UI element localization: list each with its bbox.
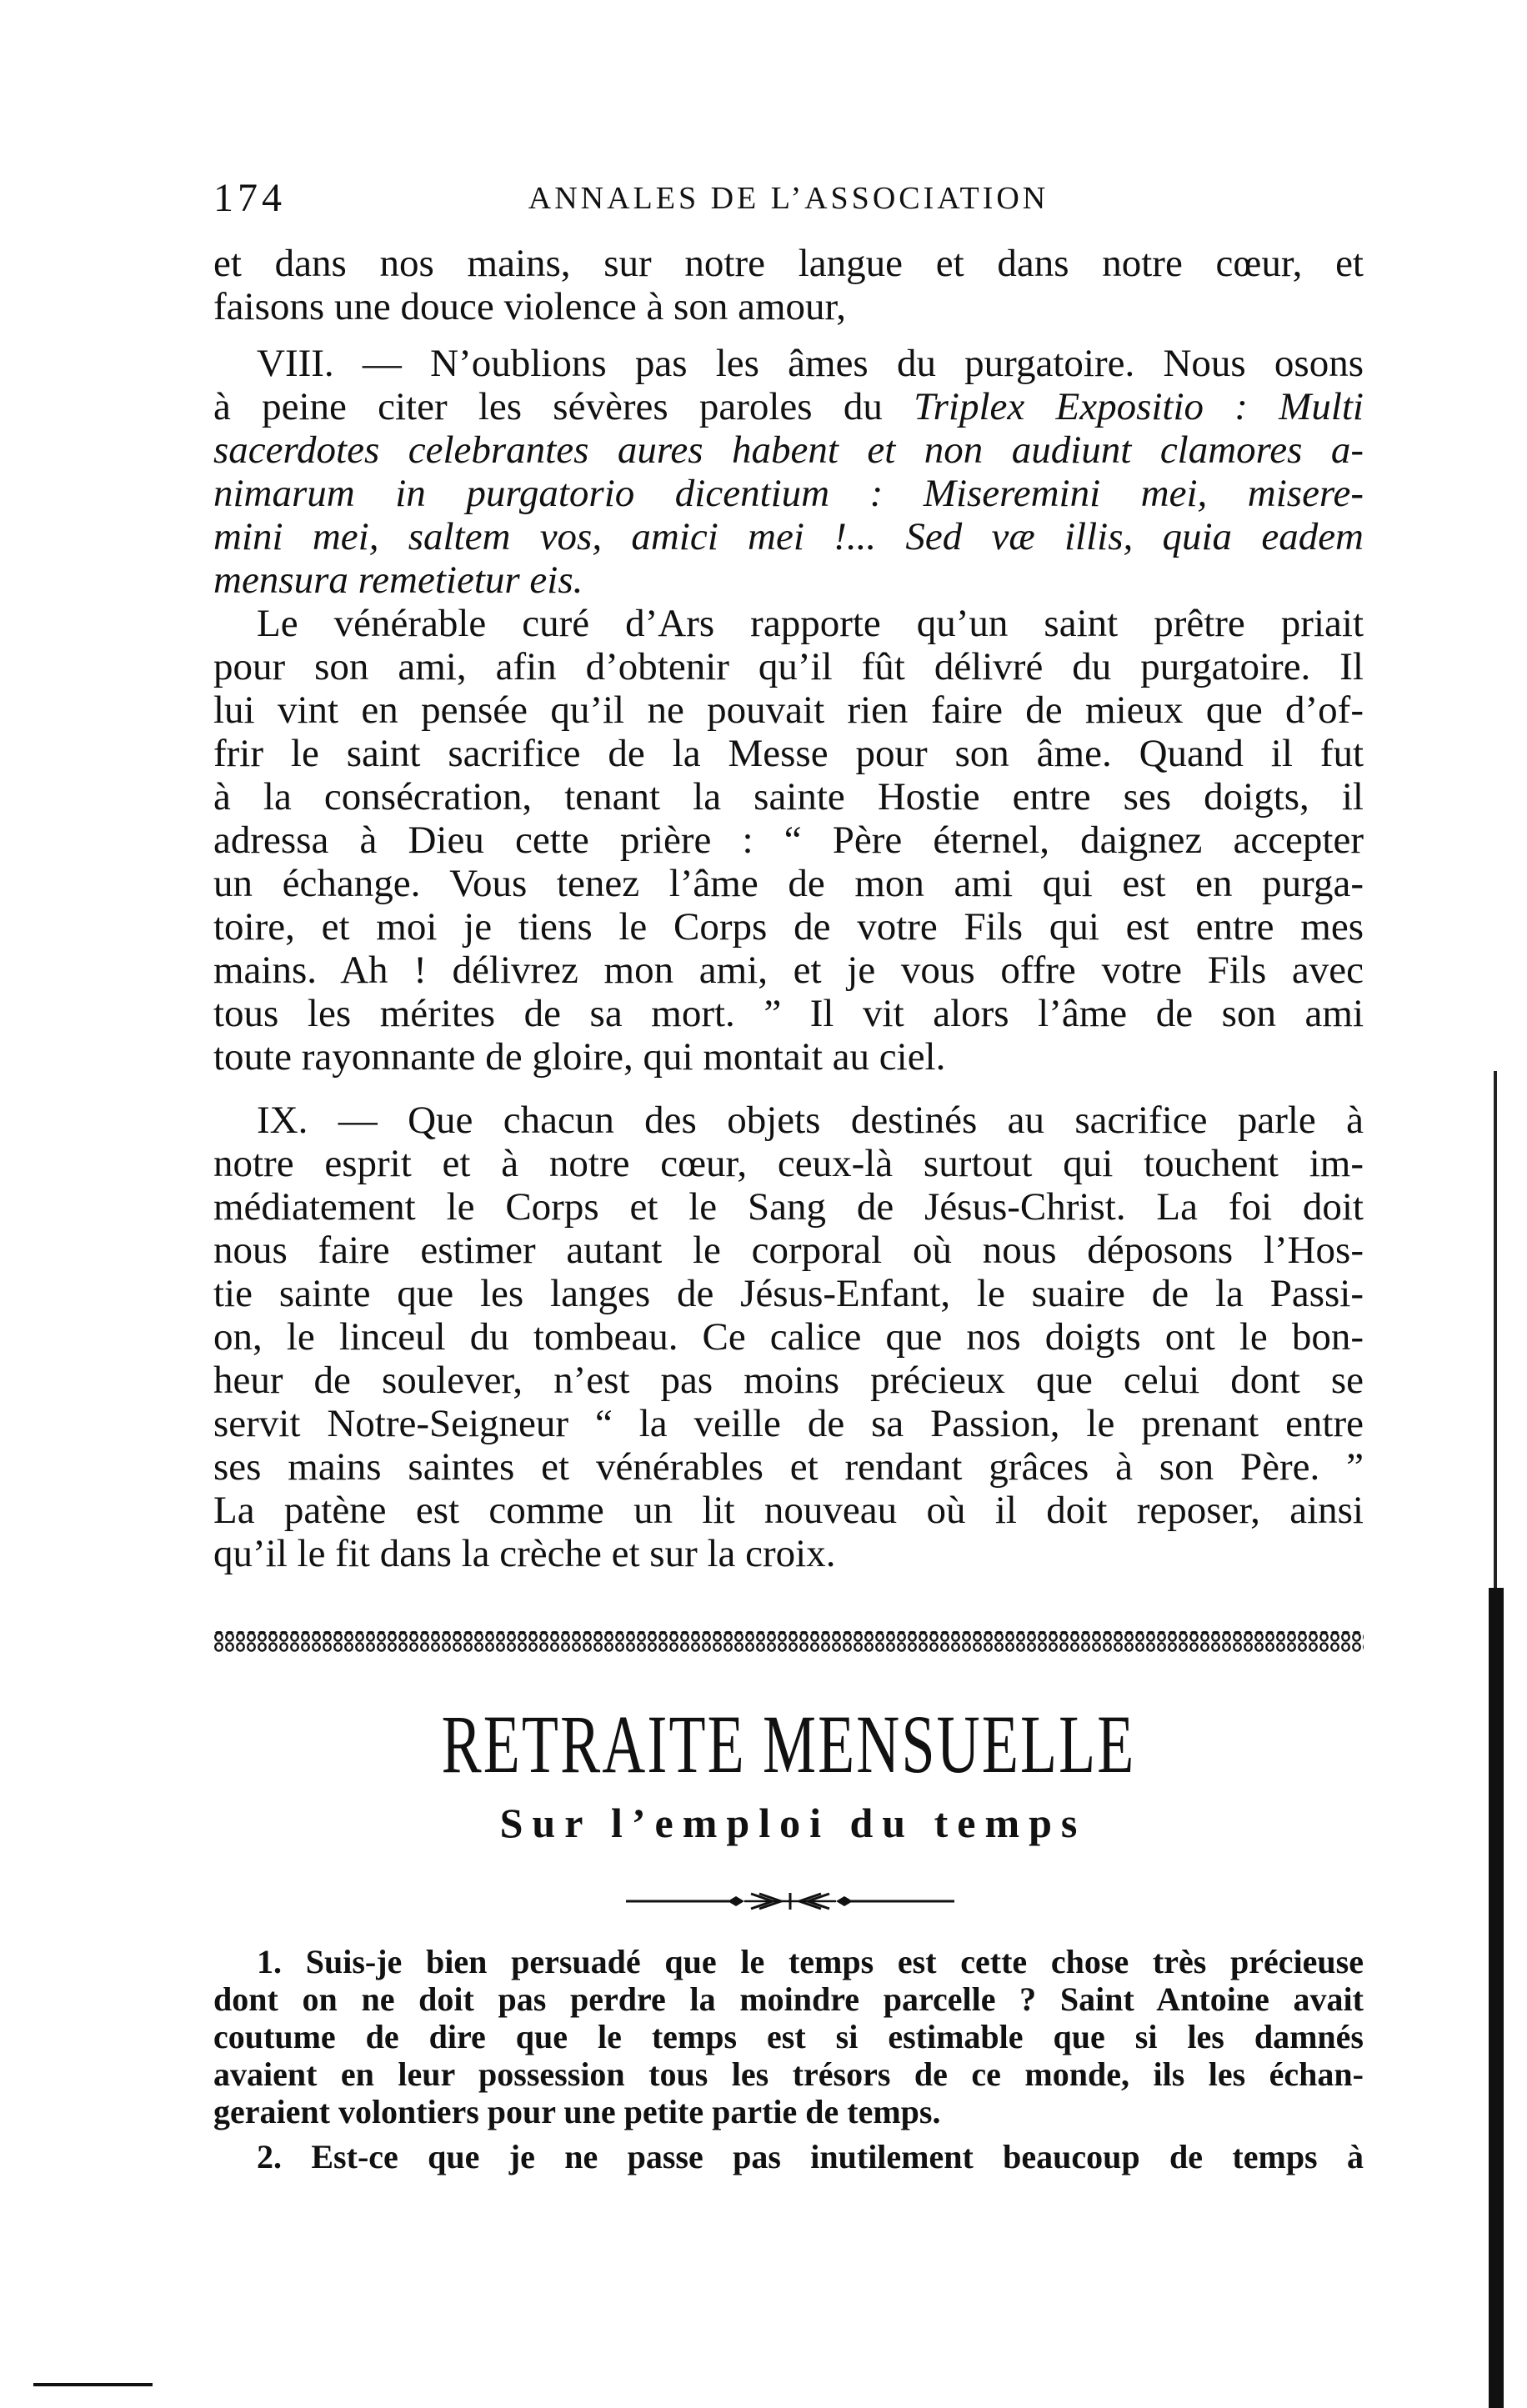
body-line: tous les mérites de sa mort. ” Il vit alors l’âme de son ami <box>213 992 1364 1035</box>
body-line: toute rayonnante de gloire, qui montait au ciel. <box>213 1035 946 1079</box>
body-line <box>213 385 1364 428</box>
meditation-points <box>213 1943 1364 2175</box>
meditation-line: avaient en leur possession tous les trésors de ce monde, ils les échan- <box>213 2055 1364 2093</box>
running-title: ANNALES DE L’ASSOCIATION <box>528 181 1049 216</box>
body-line: heur de soulever, n’est pas moins précieux que celui dont se <box>213 1359 1364 1402</box>
body-line: nimarum in purgatorio dicentium : Miseremini mei, misere- <box>213 472 1364 515</box>
body-line: mains. Ah ! délivrez mon ami, et je vous offre votre Fils avec <box>213 949 1364 992</box>
body-line: sacerdotes celebrantes aures habent et non audiunt clamores a- <box>213 428 1364 472</box>
body-line: servit Notre-Seigneur “ la veille de sa Passion, le prenant entre <box>213 1402 1364 1445</box>
body-line: et dans nos mains, sur notre langue et dans notre cœur, et <box>213 242 1364 285</box>
body-line: à la consécration, tenant la sainte Hostie entre ses doigts, il <box>213 775 1364 819</box>
body-line: toire, et moi je tiens le Corps de votre Fils qui est entre mes <box>213 905 1364 949</box>
page-number: 174 <box>213 176 286 220</box>
body-line: nous faire estimer autant le corporal où nous déposons l’Hos- <box>213 1229 1364 1272</box>
body-line: lui vint en pensée qu’il ne pouvait rien faire de mieux que d’of- <box>213 688 1364 732</box>
body-line: La patène est comme un lit nouveau où il doit reposer, ainsi <box>213 1489 1364 1532</box>
ornamental-rule <box>213 1631 1364 1653</box>
scan-edge-bar <box>1494 1071 1497 1588</box>
body-line: mini mei, saltem vos, amici mei !... Sed væ illis, quia eadem <box>213 515 1364 558</box>
body-line: médiatement le Corps et le Sang de Jésus-Christ. La foi doit <box>213 1185 1364 1229</box>
body-line: ses mains saintes et vénérables et rendant grâces à son Père. ” <box>213 1445 1364 1489</box>
body-line: notre esprit et à notre cœur, ceux-là surtout qui touchent im- <box>213 1142 1364 1185</box>
meditation-line: geraient volontiers pour une petite partie de temps. <box>213 2093 941 2130</box>
decorative-divider <box>626 1889 954 1914</box>
meditation-line: dont on ne doit pas perdre la moindre parcelle ? Saint Antoine avait <box>213 1980 1364 2018</box>
meditation-line: coutume de dire que le temps est si estimable que si les damnés <box>213 2018 1364 2055</box>
running-head <box>213 178 1364 219</box>
body-line-italic: Triplex Expositio : Multi <box>914 385 1364 428</box>
body-line: pour son ami, afin d’obtenir qu’il fût délivré du purgatoire. Il <box>213 645 1364 688</box>
body-line: adressa à Dieu cette prière : “ Père éternel, daignez accepter <box>213 819 1364 862</box>
body-line: mensura remetietur eis. <box>213 558 583 602</box>
scan-edge-bar <box>1489 1588 1504 2408</box>
body-line: Le vénérable curé d’Ars rapporte qu’un saint prêtre priait <box>257 602 1364 645</box>
section-title: RETRAITE MENSUELLE <box>441 1698 1136 1790</box>
body-line: qu’il le fit dans la crèche et sur la croix. <box>213 1532 836 1575</box>
body-line: on, le linceul du tombeau. Ce calice que nos doigts ont le bon- <box>213 1315 1364 1359</box>
body-line: tie sainte que les langes de Jésus-Enfant, le suaire de la Passi- <box>213 1272 1364 1315</box>
section-subtitle: Sur l’emploi du temps <box>499 1800 1087 1846</box>
body-text <box>213 242 1364 1575</box>
body-line-roman: à peine citer les sévères paroles du <box>213 385 914 428</box>
body-line: VIII. — N’oublions pas les âmes du purgatoire. Nous osons <box>257 342 1364 385</box>
meditation-line: 1. Suis-je bien persuadé que le temps est cette chose très précieuse <box>257 1943 1364 1980</box>
meditation-line: 2. Est-ce que je ne passe pas inutilement beaucoup de temps à <box>257 2138 1364 2175</box>
body-line: un échange. Vous tenez l’âme de mon ami qui est en purga- <box>213 862 1364 905</box>
body-line: faisons une douce violence à son amour, <box>213 285 847 328</box>
body-line: IX. — Que chacun des objets destinés au sacrifice parle à <box>257 1099 1364 1142</box>
scan-edge-line <box>33 2383 153 2386</box>
body-line: frir le saint sacrifice de la Messe pour son âme. Quand il fut <box>213 732 1364 775</box>
